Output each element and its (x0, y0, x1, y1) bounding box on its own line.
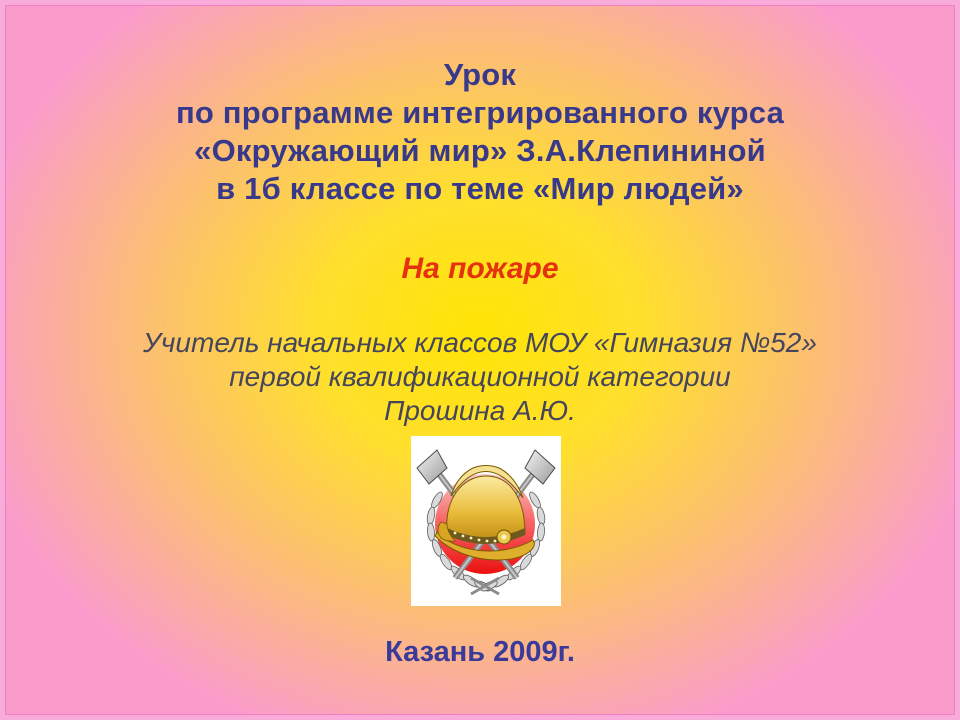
title-line-4: в 1б классе по теме «Мир людей» (216, 171, 744, 206)
title-line-1: Урок (443, 57, 517, 92)
title-line-2: по программе интегрированного курса (175, 95, 785, 130)
slide-background (5, 5, 955, 715)
fire-brigade-emblem-icon (411, 436, 561, 606)
author-line-1: Учитель начальных классов МОУ «Гимназия №52» (143, 327, 817, 358)
author-line-3: Прошина А.Ю. (384, 395, 576, 426)
footer-text: Казань 2009г. (385, 636, 575, 668)
author-line-2: первой квалификационной категории (229, 361, 731, 392)
title-line-3: «Окружающий мир» З.А.Клепининой (194, 133, 766, 168)
slide-title (6, 56, 954, 208)
slide-subtitle: На пожаре (401, 252, 559, 285)
author-block (6, 326, 954, 428)
